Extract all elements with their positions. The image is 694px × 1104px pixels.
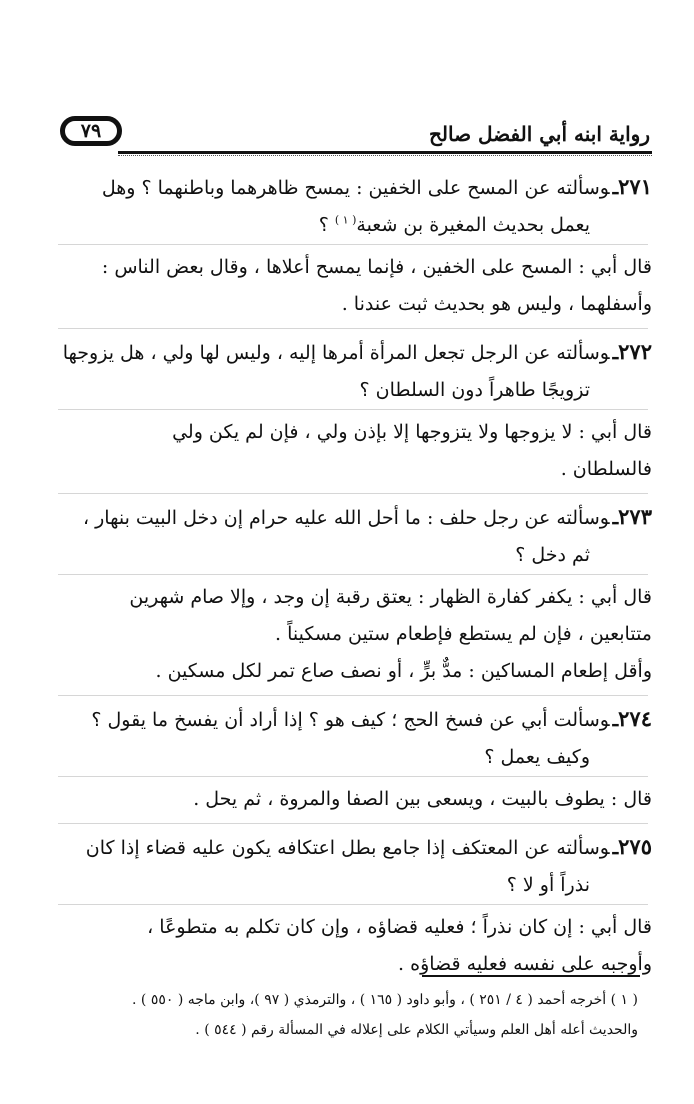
divider — [58, 409, 648, 410]
dash: ـ — [612, 837, 619, 859]
dash: ـ — [612, 342, 619, 364]
header-dotted-rule — [118, 155, 652, 156]
question-continuation: ثم دخل ؟ — [515, 544, 590, 566]
divider — [58, 328, 648, 329]
dash: ـ — [612, 177, 619, 199]
answer-line: قال : يطوف بالبيت ، ويسعى بين الصفا والمروة ، ثم يحل . — [193, 788, 652, 810]
question — [54, 168, 652, 207]
header-title: رواية ابنه أبي الفضل صالح — [428, 122, 650, 146]
entry-number: ٢٧١ — [618, 174, 652, 199]
entry-275 — [54, 828, 652, 983]
answer-line: قال أبي : يكفر كفارة الظهار : يعتق رقبة إن وجد ، وإلا صام شهرين — [129, 586, 652, 608]
answer-line: وأسفلهما ، وليس هو بحديث ثبت عندنا . — [341, 293, 652, 315]
entry-number: ٢٧٤ — [618, 706, 652, 731]
question — [54, 333, 652, 372]
question-continuation: تزويجًا طاهراً دون السلطان ؟ — [359, 379, 590, 401]
entry-number: ٢٧٣ — [618, 504, 652, 529]
footnote-line: ( ١ ) أخرجه أحمد ( ٤ / ٢٥١ ) ، وأبو داود ( ١٦٥ ) ، والترمذي ( ٩٧ )، وابن ماجه ( ٥٥٠ ) . — [132, 992, 638, 1008]
divider — [58, 904, 648, 905]
footnote-line: والحديث أعله أهل العلم وسيأتي الكلام على إعلاله في المسألة رقم ( ٥٤٤ ) . — [195, 1022, 638, 1038]
entry-273 — [54, 498, 652, 690]
question-text: وسألته عن الرجل تجعل المرأة أمرها إليه ، وليس لها ولي ، هل يزوجها — [62, 342, 610, 364]
page-number-badge — [60, 116, 122, 146]
question-text: وسألت أبي عن فسخ الحج ؛ كيف هو ؟ إذا أراد أن يفسخ ما يقول ؟ — [91, 709, 610, 731]
answer-line: فالسلطان . — [560, 458, 652, 480]
divider — [58, 574, 648, 575]
entry-274 — [54, 700, 652, 818]
footnote-rule — [422, 975, 640, 977]
running-header — [60, 114, 652, 156]
footnotes — [48, 985, 638, 1045]
question-continuation: وكيف يعمل ؟ — [484, 746, 590, 768]
answer-line: قال أبي : المسح على الخفين ، فإنما يمسح أعلاها ، وقال بعض الناس : — [101, 256, 652, 278]
question-end: ؟ — [318, 214, 335, 236]
question-text: وسألته عن المسح على الخفين : يمسح ظاهرهما وباطنهما ؟ وهل — [101, 177, 610, 199]
header-rule — [118, 151, 652, 154]
divider — [58, 823, 648, 824]
answer-line: متتابعين ، فإن لم يستطع فإطعام ستين مسكيناً . — [275, 623, 652, 645]
divider — [58, 776, 648, 777]
question-continuation — [54, 207, 652, 244]
dash: ـ — [612, 507, 619, 529]
answer-line: وأقل إطعام المساكين : مدٌّ برٍّ ، أو نصف صاع تمر لكل مسكين . — [155, 660, 652, 682]
answer-line: قال أبي : إن كان نذراً ؛ فعليه قضاؤه ، وإن كان تكلم به متطوعًا ، — [147, 916, 652, 938]
question-cont-text: يعمل بحديث المغيرة بن شعبة — [356, 214, 590, 236]
divider — [58, 695, 648, 696]
entry-number: ٢٧٥ — [618, 834, 652, 859]
answer-line: وأوجبه على نفسه فعليه قضاؤه . — [398, 953, 652, 975]
question-text: وسألته عن المعتكف إذا جامع بطل اعتكافه يكون عليه قضاء إذا كان — [85, 837, 610, 859]
question — [54, 498, 652, 537]
question-continuation: نذراً أو لا ؟ — [506, 874, 590, 896]
answer-line: قال أبي : لا يزوجها ولا يتزوجها إلا بإذن ولي ، فإن لم يكن ولي — [172, 421, 652, 443]
page-number: ٧٩ — [80, 120, 102, 142]
entry-271 — [54, 168, 652, 323]
divider — [58, 493, 648, 494]
footnote-ref[interactable]: ( ١ ) — [334, 213, 357, 227]
question — [54, 700, 652, 739]
entry-number: ٢٧٢ — [618, 339, 652, 364]
page-body — [54, 168, 652, 988]
question-text: وسألته عن رجل حلف : ما أحل الله عليه حرام إن دخل البيت بنهار ، — [82, 507, 610, 529]
question — [54, 828, 652, 867]
divider — [58, 244, 648, 245]
entry-272 — [54, 333, 652, 488]
dash: ـ — [612, 709, 619, 731]
